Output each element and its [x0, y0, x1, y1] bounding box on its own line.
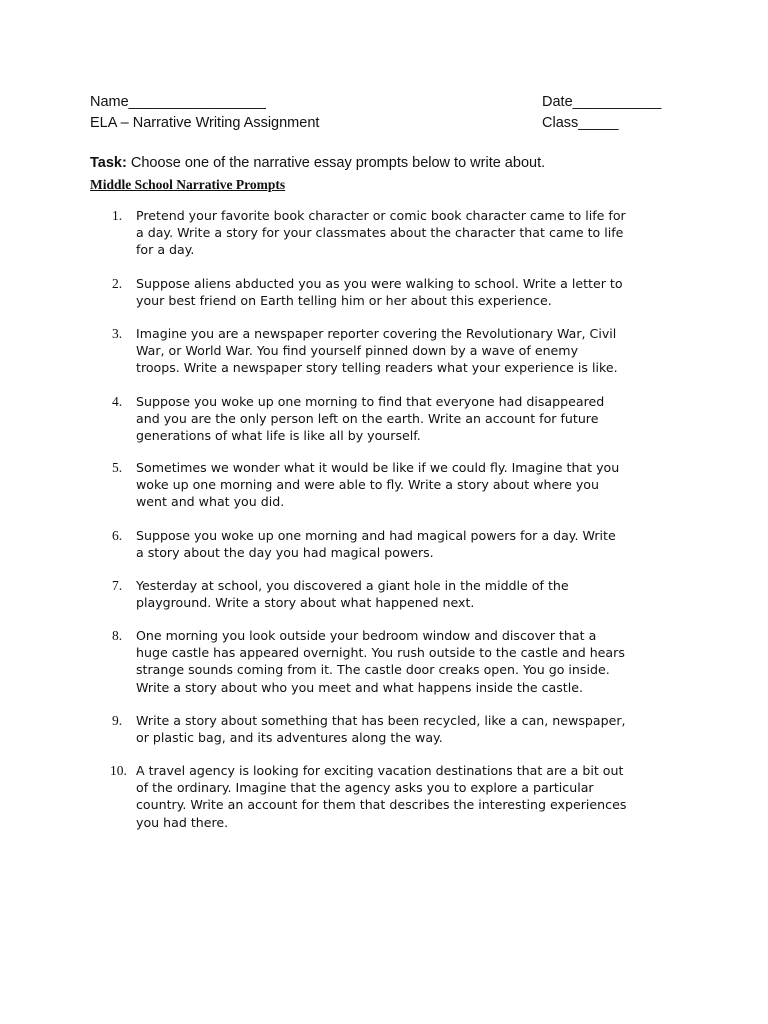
prompt-number: 2. — [112, 276, 123, 291]
prompt-text-line: War, or World War. You find yourself pinned down by a wave of enemy — [136, 343, 579, 359]
prompt-text — [136, 627, 686, 696]
prompt-text — [136, 393, 686, 445]
task-instruction — [90, 154, 545, 172]
prompt-number: 3. — [112, 326, 123, 341]
prompt-text-line: strange sounds coming from it. The castle door creaks open. You go inside. — [136, 662, 610, 678]
prompt-text — [136, 325, 686, 377]
prompt-text-line: Suppose aliens abducted you as you were walking to school. Write a letter to — [136, 276, 623, 291]
prompt-text-line: Pretend your favorite book character or comic book character came to life for — [136, 208, 626, 223]
class-field-label: Class_____ — [542, 115, 619, 131]
prompt-text-line: Write a story about something that has been recycled, like a can, newspaper, — [136, 713, 626, 728]
prompt-text — [136, 207, 686, 259]
prompt-number: 5. — [112, 460, 123, 475]
prompt-text — [136, 459, 686, 511]
prompts-subheading: Middle School Narrative Prompts — [90, 177, 286, 192]
prompt-text-line: your best friend on Earth telling him or her about this experience. — [136, 293, 552, 309]
prompt-text-line: woke up one morning and were able to fly. Write a story about where you — [136, 477, 599, 493]
prompt-text — [136, 527, 686, 561]
prompt-text-line: troops. Write a newspaper story telling readers what your experience is like. — [136, 360, 618, 376]
prompt-text — [136, 712, 686, 746]
prompt-text-line: for a day. — [136, 242, 195, 258]
prompt-text-line: or plastic bag, and its adventures along the way. — [136, 730, 443, 746]
prompt-number: 1. — [112, 208, 123, 223]
prompt-text-line: a story about the day you had magical powers. — [136, 545, 434, 561]
prompt-text-line: Yesterday at school, you discovered a giant hole in the middle of the — [136, 578, 569, 593]
name-field-label: Name_________________ — [90, 94, 266, 110]
prompt-text-line: of the ordinary. Imagine that the agency asks you to explore a particular — [136, 780, 594, 796]
prompt-number: 9. — [112, 713, 123, 728]
assignment-title: ELA – Narrative Writing Assignment — [90, 115, 320, 131]
prompt-text — [136, 275, 686, 309]
prompt-text-line: you had there. — [136, 814, 229, 830]
prompt-text-line: Suppose you woke up one morning to find that everyone had disappeared — [136, 394, 605, 409]
prompt-number: 4. — [112, 394, 123, 409]
prompt-number: 10. — [110, 763, 127, 778]
prompt-text-line: A travel agency is looking for exciting vacation destinations that are a bit out — [136, 763, 624, 778]
prompt-text — [136, 577, 686, 611]
prompt-number: 8. — [112, 628, 123, 643]
prompt-text-line: Suppose you woke up one morning and had magical powers for a day. Write — [136, 528, 616, 543]
prompt-number: 7. — [112, 578, 123, 593]
task-text: Choose one of the narrative essay prompts below to write about. — [126, 155, 546, 171]
prompt-text-line: One morning you look outside your bedroom window and discover that a — [136, 628, 597, 643]
prompt-text-line: Imagine you are a newspaper reporter covering the Revolutionary War, Civil — [136, 326, 617, 341]
prompt-text-line: huge castle has appeared overnight. You rush outside to the castle and hears — [136, 645, 625, 661]
task-label: Task: — [90, 155, 127, 171]
prompt-text-line: Sometimes we wonder what it would be like if we could fly. Imagine that you — [136, 460, 620, 475]
date-field-label: Date___________ — [542, 94, 662, 110]
prompt-text-line: playground. Write a story about what happened next. — [136, 595, 475, 611]
prompt-text-line: country. Write an account for them that describes the interesting experiences — [136, 797, 627, 813]
prompt-text-line: generations of what life is like all by yourself. — [136, 428, 421, 444]
prompt-text-line: went and what you did. — [136, 494, 285, 510]
prompt-text — [136, 762, 686, 831]
prompt-number: 6. — [112, 528, 123, 543]
prompt-text-line: a day. Write a story for your classmates about the character that came to life — [136, 225, 624, 241]
prompt-text-line: Write a story about who you meet and what happens inside the castle. — [136, 679, 583, 695]
prompt-text-line: and you are the only person left on the earth. Write an account for future — [136, 411, 599, 427]
